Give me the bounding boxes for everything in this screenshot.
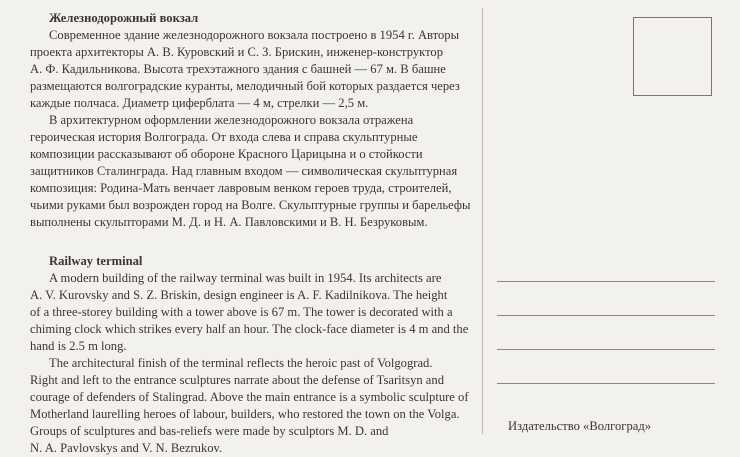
text-line: N. A. Pavlovskys and V. N. Bezrukov. [30,441,223,455]
text-line: chiming clock which strikes every half an hour. The clock-face diameter is 4 m and the [30,322,469,336]
text-line: A. V. Kurovsky and S. Z. Briskin, design engineer is A. F. Kadilnikova. The height [30,288,448,302]
text-line: проекта архитекторы А. В. Куровский и С. З. Брискин, инженер-конструктор [30,45,444,59]
publisher-label: Издательство «Волгоград» [508,419,652,433]
description-text-column [30,10,475,457]
russian-paragraph-2 [30,112,475,231]
english-heading: Railway terminal [49,254,143,268]
text-line: героическая история Волгограда. От входа слева и справа скульптурные [30,130,418,144]
text-line: А. Ф. Кадильникова. Высота трехэтажного здания с башней — 67 м. В башне [30,62,446,76]
text-line: чьими руками был возрожден город на Волге. Скульптурные группы и барельефы [30,198,471,212]
text-line: Современное здание железнодорожного вокзала построено в 1954 г. Авторы [49,28,460,42]
text-line: Motherland laurelling heroes of labour, builders, who restored the town on the Volga. [30,407,460,421]
text-line: В архитектурном оформлении железнодорожного вокзала отражена [49,113,414,127]
text-line: of a three-storey building with a tower above is 67 m. The tower is decorated with a [30,305,453,319]
text-line: hand is 2.5 m long. [30,339,127,353]
section-spacer [30,231,475,253]
stamp-box [633,17,712,96]
text-line: композиции рассказывают об обороне Красного Царицына и о стойкости [30,147,423,161]
text-line: выполнены скульпторами М. Д. и Н. А. Павловскими и В. Н. Безруковым. [30,215,428,229]
russian-paragraph-1 [30,27,475,112]
text-line: courage of defenders of Stalingrad. Above the main entrance is a symbolic sculpture of [30,390,469,404]
address-line [497,349,715,350]
text-line: The architectural finish of the terminal reflects the heroic past of Volgograd. [49,356,433,370]
text-line: Right and left to the entrance sculptures narrate about the defense of Tsaritsyn and [30,373,444,387]
text-line: защитников Сталинграда. Над главным входом — символическая скульптурная [30,164,458,178]
text-line: Groups of sculptures and bas-reliefs were made by sculptors M. D. and [30,424,389,438]
text-line: размещаются волгоградские куранты, мелодичный бой которых раздается через [30,79,460,93]
english-paragraph-1 [30,270,475,355]
russian-heading: Железнодорожный вокзал [49,11,199,25]
text-line: A modern building of the railway terminal was built in 1954. Its architects are [49,271,442,285]
address-line [497,383,715,384]
text-line: композиция: Родина-Мать венчает лавровым венком героев труда, строителей, [30,181,452,195]
vertical-divider [482,8,483,434]
address-line [497,281,715,282]
address-line [497,315,715,316]
text-line: каждые полчаса. Диаметр циферблата — 4 м, стрелки — 2,5 м. [30,96,369,110]
